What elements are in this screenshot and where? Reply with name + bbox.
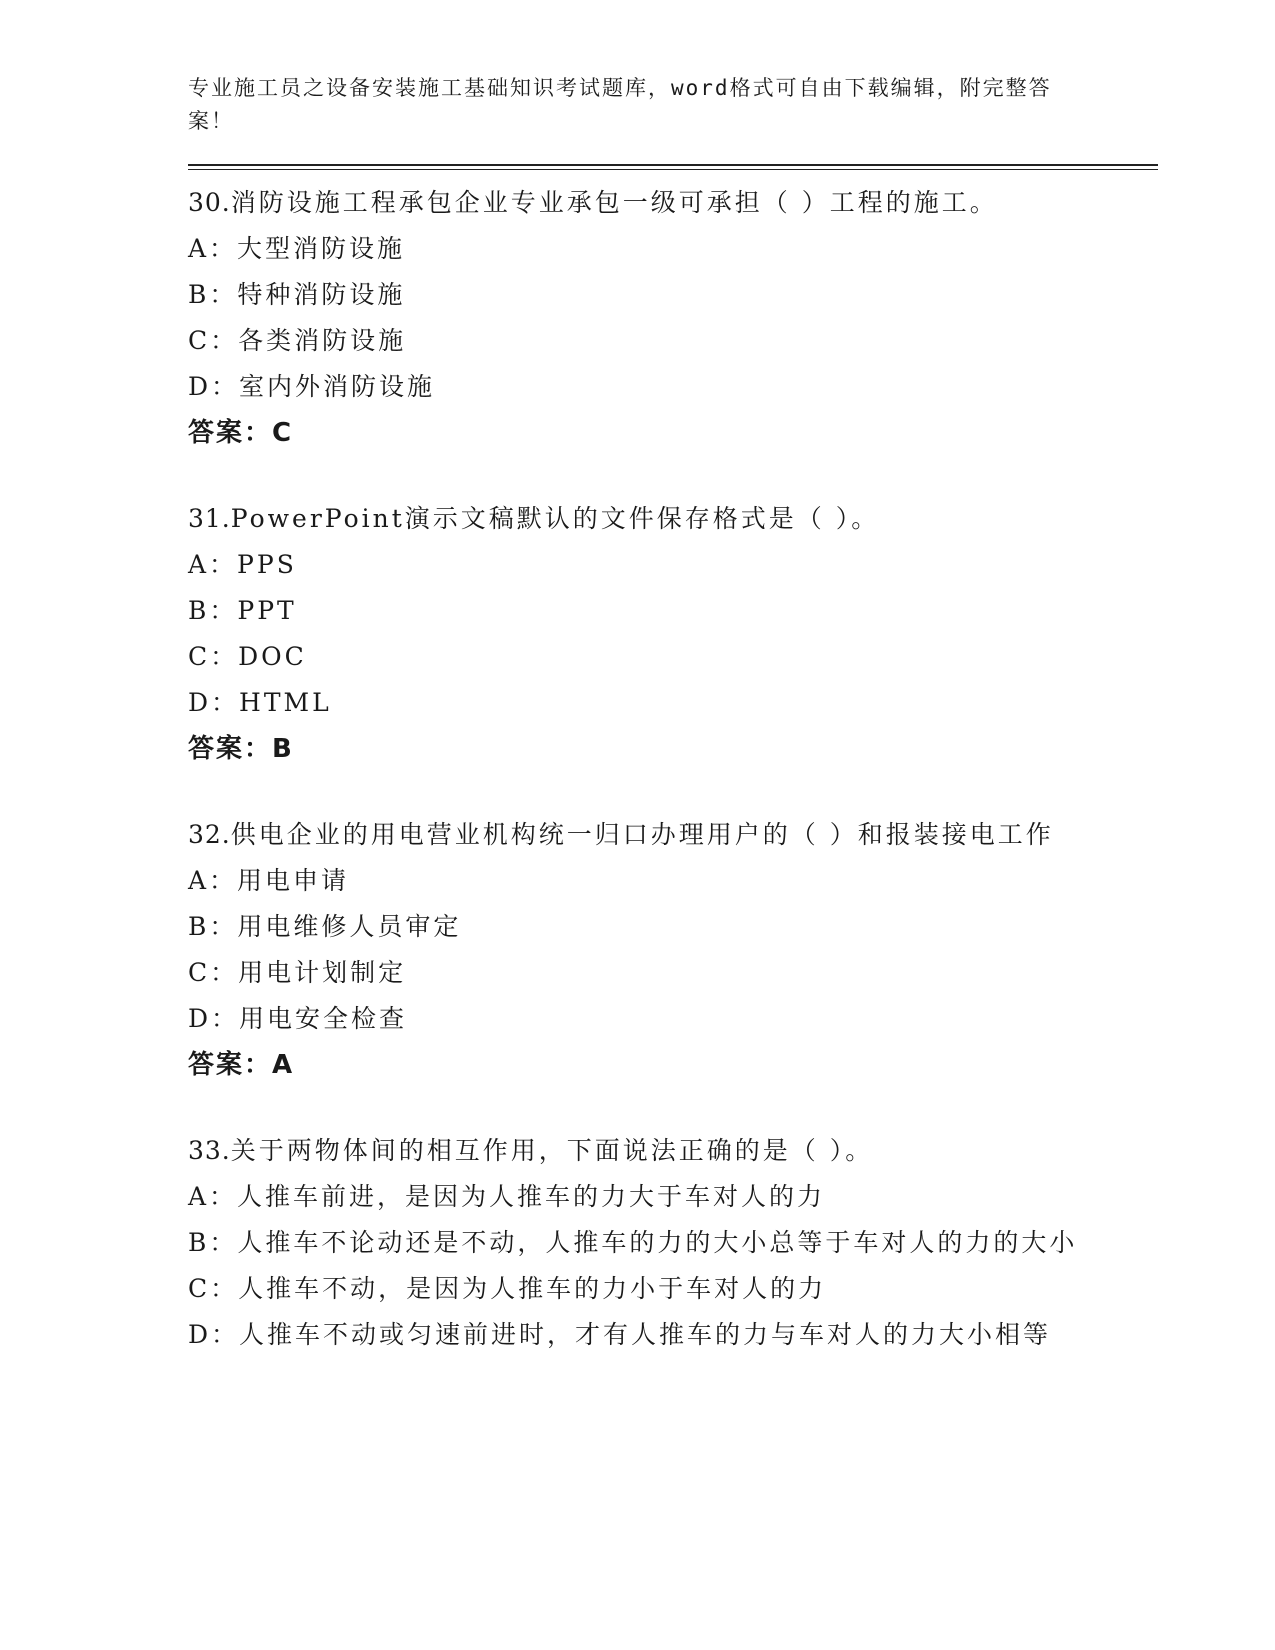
question-list (188, 180, 1158, 1358)
question-stem (188, 180, 1078, 226)
option-c: C：各类消防设施 (188, 326, 407, 355)
option-d: D：HTML (188, 688, 332, 717)
option-b: B：用电维修人员审定 (188, 912, 462, 941)
header-divider (188, 164, 1158, 170)
option-b: B：特种消防设施 (188, 280, 406, 309)
question-stem (188, 496, 1078, 542)
question-33 (188, 1128, 1158, 1358)
question-text: 供电企业的用电营业机构统一归口办理用户的（ ）和报装接电工作 (230, 820, 1054, 849)
answer-line: 答案：C (188, 418, 294, 448)
answer-line: 答案：B (188, 734, 294, 764)
question-number: 30. (188, 188, 231, 217)
question-text: 关于两物体间的相互作用，下面说法正确的是（ ）。 (230, 1136, 874, 1165)
question-31 (188, 496, 1158, 772)
option-a: A：人推车前进，是因为人推车的力大于车对人的力 (188, 1182, 826, 1211)
option-d: D：室内外消防设施 (188, 372, 436, 401)
question-text: PowerPoint演示文稿默认的文件保存格式是（ ）。 (230, 504, 880, 533)
option-a: A：大型消防设施 (188, 234, 406, 263)
question-stem (188, 1128, 1078, 1174)
question-32 (188, 812, 1158, 1088)
option-c: C：人推车不动，是因为人推车的力小于车对人的力 (188, 1274, 827, 1303)
option-b: B：人推车不论动还是不动，人推车的力的大小总等于车对人的力的大小 (188, 1228, 1078, 1257)
document-header-note: 专业施工员之设备安装施工基础知识考试题库，word格式可自由下载编辑，附完整答案！ (188, 76, 1052, 133)
option-d: D：用电安全检查 (188, 1004, 408, 1033)
document-page (188, 72, 1158, 1398)
question-number: 32. (188, 820, 231, 849)
answer-line: 答案：A (188, 1050, 295, 1080)
question-stem (188, 812, 1078, 858)
option-a: A：用电申请 (188, 866, 350, 895)
option-b: B：PPT (188, 596, 297, 625)
option-c: C：DOC (188, 642, 307, 671)
question-number: 33. (188, 1136, 231, 1165)
option-a: A：PPS (188, 550, 297, 579)
question-30 (188, 180, 1158, 456)
option-d: D：人推车不动或匀速前进时，才有人推车的力与车对人的力大小相等 (188, 1320, 1052, 1349)
question-number: 31. (188, 504, 231, 533)
question-text: 消防设施工程承包企业专业承包一级可承担（ ）工程的施工。 (230, 188, 998, 217)
option-c: C：用电计划制定 (188, 958, 407, 987)
